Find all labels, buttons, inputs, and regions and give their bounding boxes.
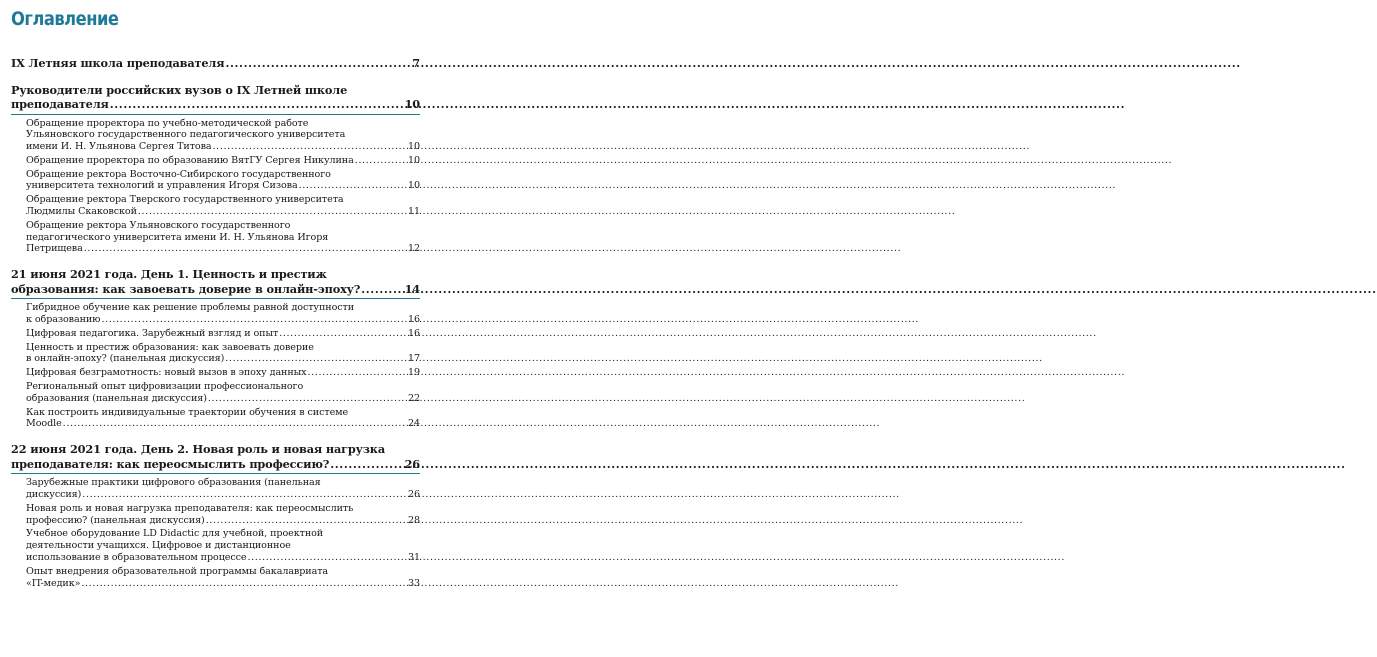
toc-entry-text: Цифровая педагогика. Зарубежный взгляд и опыт [26, 327, 279, 339]
toc-entry-text: в онлайн-эпоху? (панельная дискуссия) [26, 353, 225, 365]
toc-entry-text: университета технологий и управления Игоря Сизова [26, 180, 298, 192]
page-number: 31 [407, 552, 420, 564]
toc-entry-line [26, 552, 420, 564]
page-number: 26 [407, 489, 420, 501]
toc-entry[interactable] [11, 407, 420, 431]
toc-entry-line [26, 243, 420, 255]
toc-section [11, 267, 420, 430]
dot-leader [225, 56, 409, 71]
dot-leader [361, 282, 401, 297]
toc-entry-line [26, 515, 420, 527]
toc-entry-text: имени И. Н. Ульянова Сергея Титова [26, 141, 212, 153]
dot-leader [208, 393, 405, 405]
toc-entry[interactable] [11, 503, 420, 527]
toc-entry[interactable] [11, 528, 420, 563]
toc-entry[interactable] [11, 477, 420, 501]
toc-entry-line [26, 206, 420, 218]
toc-entry-line [26, 180, 420, 192]
toc-entry-text: Новая роль и новая нагрузка преподавателя: как переосмыслить [26, 502, 354, 514]
page-number: 33 [407, 577, 420, 589]
dot-leader [299, 180, 405, 192]
toc-entry[interactable] [11, 302, 420, 326]
toc-section-heading-line [11, 267, 420, 282]
dot-leader [308, 367, 405, 379]
toc-entry-text: профессию? (панельная дискуссия) [26, 514, 205, 526]
dot-leader [330, 457, 401, 472]
toc-entry-line [26, 302, 420, 314]
toc-entry-text: педагогического университета имени И. Н. Ульянова Игоря [26, 231, 329, 243]
toc-entry-text: Гибридное обучение как решение проблемы равной доступности [26, 302, 355, 314]
toc-entry-text: Обращение проректора по учебно-методической работе [26, 117, 309, 129]
toc-section-heading-line [11, 97, 420, 112]
toc-entry-text: образования (панельная дискуссия) [26, 392, 207, 404]
page-number: 10 [407, 180, 420, 192]
toc-entry-text: Обращение ректора Восточно-Сибирского государственного [26, 168, 331, 180]
toc-section-heading-text: 22 июня 2021 года. День 2. Новая роль и новая нагрузка [11, 442, 385, 457]
toc-entry[interactable] [11, 118, 420, 153]
toc-section-heading[interactable] [11, 56, 420, 71]
toc-entry-text: к образованию [26, 314, 101, 326]
toc-entry-line [26, 155, 420, 167]
toc-entry-line [26, 328, 420, 340]
toc-section-heading-text: преподавателя: как переосмыслить профессию? [11, 456, 330, 471]
toc-entry[interactable] [11, 169, 420, 193]
toc-section-heading-line [11, 442, 420, 457]
dot-leader [84, 243, 405, 255]
toc-section-heading-text: IX Летняя школа преподавателя [11, 56, 225, 70]
toc-entry-line [26, 393, 420, 405]
toc-section-heading-text: образования: как завоевать доверие в онлайн-эпоху? [11, 281, 361, 296]
dot-leader [101, 314, 405, 326]
page-number: 19 [407, 367, 420, 379]
toc-entry-line [26, 381, 420, 393]
toc-section-heading[interactable] [11, 267, 420, 296]
dot-leader [247, 552, 405, 564]
toc-entry[interactable] [11, 367, 420, 379]
toc-entry-line [26, 367, 420, 379]
dot-leader [81, 578, 405, 590]
toc-entry-line [26, 314, 420, 326]
toc-entry[interactable] [11, 220, 420, 255]
toc-entry-text: Ценность и престиж образования: как завоевать доверие [26, 341, 314, 353]
page-number: 17 [407, 353, 420, 365]
toc-entry-line [26, 477, 420, 489]
toc-entry[interactable] [11, 155, 420, 167]
page-number: 10 [407, 154, 420, 166]
toc-entry-line [26, 418, 420, 430]
page-number: 14 [404, 281, 420, 296]
toc-subentries [11, 473, 420, 589]
toc-entry-text: Людмилы Скаковской [26, 206, 137, 218]
toc-page [0, 0, 431, 657]
toc-entry-line [26, 118, 420, 130]
toc-entry-text: Петрищева [26, 243, 83, 255]
page-number: 16 [407, 327, 420, 339]
toc-entry-text: Региональный опыт цифровизации профессионального [26, 381, 304, 393]
toc-entry-line [26, 129, 420, 141]
dot-leader [110, 97, 402, 112]
toc-entry-line [26, 232, 420, 244]
toc-entry-line [26, 220, 420, 232]
dot-leader [138, 206, 405, 218]
dot-leader [279, 328, 405, 340]
toc-entry-line [26, 141, 420, 153]
toc-entry-line [26, 528, 420, 540]
toc-entry[interactable] [11, 381, 420, 405]
toc-entry[interactable] [11, 566, 420, 590]
toc-entry-line [26, 407, 420, 419]
page-number: 11 [407, 206, 420, 218]
page-number: 7 [412, 56, 420, 70]
toc-entry-text: Обращение ректора Ульяновского государственного [26, 219, 291, 231]
toc-section-heading-text: преподавателя [11, 97, 109, 111]
toc-entry-text: деятельности учащихся. Цифровое и дистанционное [26, 540, 291, 552]
toc-entry-line [26, 194, 420, 206]
toc-section-heading-line [11, 282, 420, 297]
toc-subentries [11, 298, 420, 430]
toc-section-heading-text: Руководители российских вузов о IX Летней школе [11, 82, 348, 97]
toc-entry-text: Как построить индивидуальные траектории обучения в системе [26, 406, 349, 418]
toc-section-heading-line [11, 83, 420, 98]
toc-section [11, 56, 420, 71]
page-number: 16 [407, 314, 420, 326]
dot-leader [355, 155, 405, 167]
toc-entry-text: Зарубежные практики цифрового образования (панельная [26, 477, 321, 489]
dot-leader [63, 418, 405, 430]
toc-entry[interactable] [11, 194, 420, 218]
dot-leader [213, 141, 405, 153]
toc-entry-text: Ульяновского государственного педагогического университета [26, 129, 346, 141]
toc-entry-text: Moodle [26, 418, 62, 430]
toc-entry-line [26, 169, 420, 181]
dot-leader [225, 353, 405, 365]
page-number: 10 [404, 97, 420, 111]
dot-leader [206, 515, 405, 527]
toc-entry[interactable] [11, 342, 420, 366]
toc-entry-line [26, 353, 420, 365]
page-number: 22 [407, 392, 420, 404]
toc-entry-text: дискуссия) [26, 489, 82, 501]
toc-section [11, 442, 420, 589]
toc-entry-line [26, 503, 420, 515]
toc-entry-text: Опыт внедрения образовательной программы бакалавриата [26, 565, 329, 577]
toc-entry-text: «IT-медик» [26, 577, 81, 589]
toc-entry-line [26, 566, 420, 578]
toc-entry-text: Учебное оборудование LD Didactic для учебной, проектной [26, 528, 324, 540]
toc-section-heading[interactable] [11, 83, 420, 112]
toc-entry-line [26, 540, 420, 552]
toc-section [11, 83, 420, 256]
table-of-contents [11, 56, 420, 589]
toc-entry-text: Цифровая безграмотность: новый вызов в эпоху данных [26, 367, 307, 379]
toc-section-heading[interactable] [11, 442, 420, 471]
page-title: Оглавление [11, 8, 119, 30]
page-number: 26 [404, 456, 420, 471]
toc-entry-text: Обращение проректора по образованию ВятГУ Сергея Никулина [26, 154, 354, 166]
page-number: 10 [407, 141, 420, 153]
toc-entry-line [26, 578, 420, 590]
toc-entry-line [26, 342, 420, 354]
page-number: 24 [407, 418, 420, 430]
toc-entry-text: использование в образовательном процессе [26, 552, 247, 564]
toc-section-heading-line [11, 457, 420, 472]
page-number: 12 [407, 243, 420, 255]
toc-section-heading-line [11, 56, 420, 71]
toc-section-heading-text: 21 июня 2021 года. День 1. Ценность и престиж [11, 267, 327, 282]
toc-entry[interactable] [11, 328, 420, 340]
dot-leader [82, 489, 405, 501]
toc-entry-line [26, 489, 420, 501]
page-number: 28 [407, 514, 420, 526]
toc-entry-text: Обращение ректора Тверского государственного университета [26, 194, 344, 206]
toc-subentries [11, 114, 420, 256]
